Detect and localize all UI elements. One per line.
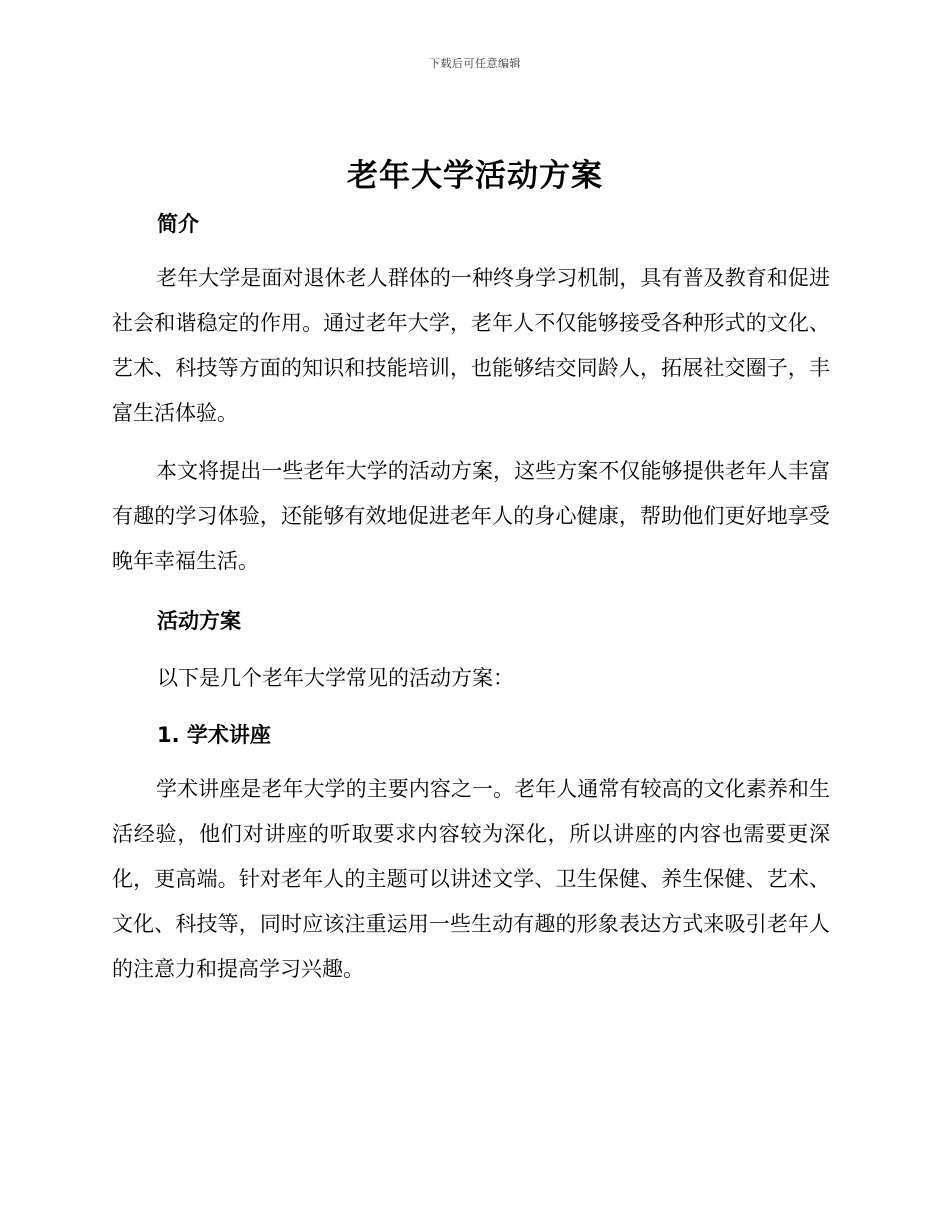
section-heading-intro: 简介 xyxy=(157,212,199,236)
plans-lead-text: 以下是几个老年大学常见的活动方案： xyxy=(157,666,514,690)
intro-paragraph-2: 本文将提出一些老年大学的活动方案，这些方案不仅能够提供老年人丰富有趣的学习体验，还能够有效地促进老年人的身心健康，帮助他们更好地享受晚年幸福生活。 xyxy=(112,459,830,573)
item-heading-lectures: 1. 学术讲座 xyxy=(157,723,271,747)
section-heading-plans: 活动方案 xyxy=(157,609,241,633)
intro-paragraph-1: 老年大学是面对退休老人群体的一种终身学习机制，具有普及教育和促进社会和谐稳定的作用。通过老年大学，老年人不仅能够接受各种形式的文化、艺术、科技等方面的知识和技能培训，也能够结交同龄人，拓展社交圈子，丰富生活体验。 xyxy=(112,266,830,425)
header-note: 下载后可任意编辑 xyxy=(429,57,521,70)
document-title: 老年大学活动方案 xyxy=(347,158,603,194)
lectures-paragraph: 学术讲座是老年大学的主要内容之一。老年人通常有较高的文化素养和生活经验，他们对讲座的听取要求内容较为深化，所以讲座的内容也需要更深化，更高端。针对老年人的主题可以讲述文学、卫生保健、养生保健、艺术、文化、科技等，同时应该注重运用一些生动有趣的形象表达方式来吸引老年人的注意力和提高学习兴趣。 xyxy=(112,777,830,981)
